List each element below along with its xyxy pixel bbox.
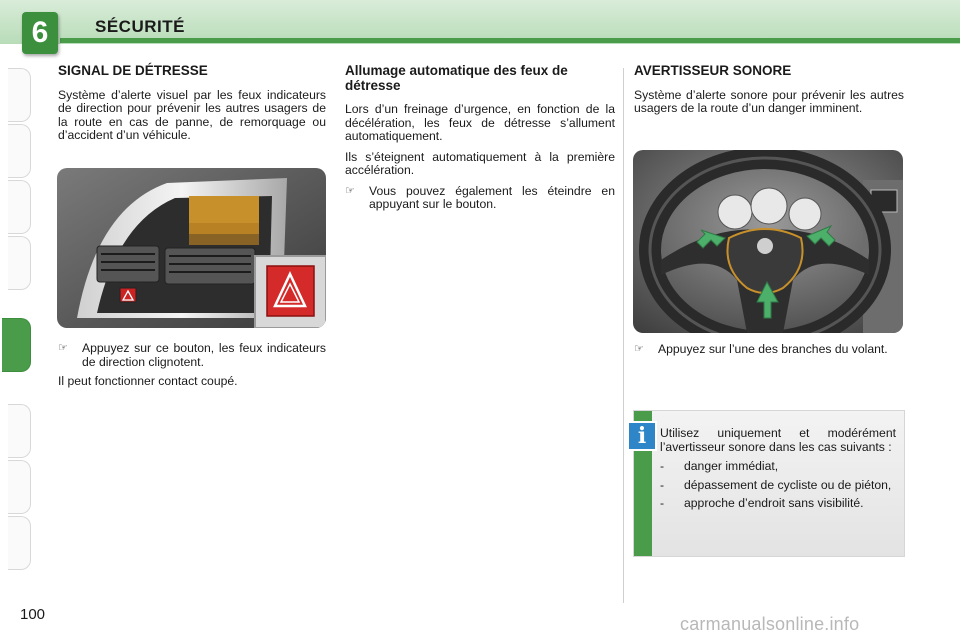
bullet-branches-volant: ☞ Appuyez sur l’une des branches du volant. [634,342,888,356]
bullet-eteindre: ☞ Vous pouvez également les éteindre en appuyant sur le bouton. [345,183,615,211]
side-tab[interactable] [8,68,31,122]
list-item: - danger immédiat, [660,459,779,473]
avertisseur-intro: Système d’alerte sonore pour prévenir les autres usagers de la route d’un danger imminent. [634,87,904,115]
column-signal-detresse [58,64,326,150]
bullet-hazard-button: ☞ Appuyez sur ce bouton, les feux indicateurs de direction clignotent. [58,341,326,369]
side-tab[interactable] [8,180,31,234]
allumage-p2: Ils s’éteignent automatiquement à la première accélération. [345,149,615,177]
column-avertisseur-bottom [634,343,904,363]
column-signal-detresse-bottom [58,342,326,396]
list-item: - approche d’endroit sans visibilité. [660,496,864,510]
info-text [660,427,896,516]
pointing-hand-icon: ☞ [58,342,68,354]
hazard-switch-image [57,168,326,328]
side-tabs [0,68,32,573]
list-item: - dépassement de cycliste ou de piéton, [660,477,892,492]
side-tab[interactable] [8,236,31,290]
watermark: carmanualsonline.info [680,614,860,634]
heading-signal-detresse: SIGNAL DE DÉTRESSE [58,63,208,78]
heading-avertisseur: AVERTISSEUR SONORE [634,63,792,78]
column-separator [623,68,624,603]
heading-allumage-auto: Allumage automatique des feux de détresse [345,63,568,93]
header-line [60,38,960,43]
column-avertisseur [634,64,904,123]
chapter-title: SÉCURITÉ [95,17,185,36]
side-tab[interactable] [8,516,31,570]
info-box [633,410,905,557]
side-tab[interactable] [8,124,31,178]
pointing-hand-icon: ☞ [634,343,644,355]
intro-text: Système d’alerte visuel par les feux indicateurs de direction pour prévenir les autres usagers de la route en cas de panne, de remorquage ou d’accident d’un véhicule. [58,87,326,142]
info-intro: Utilisez uniquement et modérément l’avertisseur sonore dans les cas suivants : [660,426,896,454]
steering-wheel-illustration [633,150,903,333]
info-icon: i [627,421,657,451]
chapter-tab: 6 [22,12,58,54]
note-contact: Il peut fonctionner contact coupé. [58,374,238,388]
pointing-hand-icon: ☞ [345,184,355,197]
dashboard-vent-illustration [57,168,326,328]
column-allumage-auto [345,64,615,218]
side-tab[interactable] [8,404,31,458]
page-number: 100 [20,606,46,623]
allumage-p1: Lors d’un freinage d’urgence, en fonction de la décélération, les feux de détresse s’allument automatiquement. [345,102,615,143]
steering-wheel-image [633,150,903,333]
side-tab[interactable] [8,460,31,514]
side-tab-active[interactable] [2,318,31,372]
